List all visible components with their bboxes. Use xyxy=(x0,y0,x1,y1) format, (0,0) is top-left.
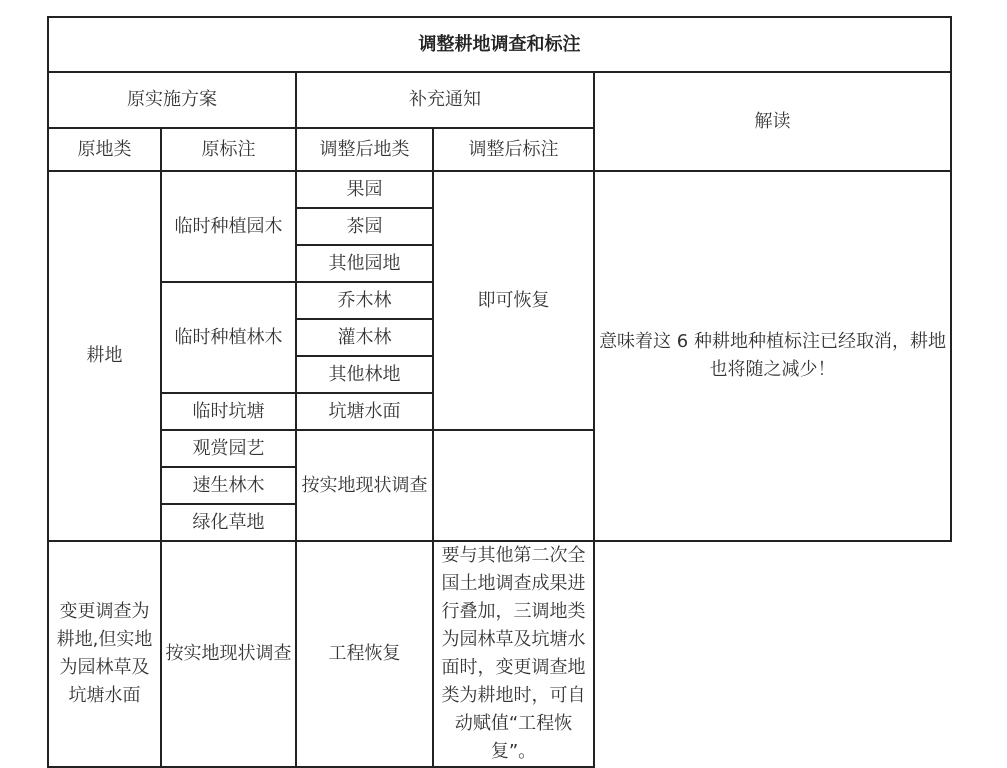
adjustment-table xyxy=(47,16,952,768)
header-interpretation: 解读 xyxy=(594,72,951,171)
interpretation-second: 要与其他第二次全国土地调查成果进行叠加，三调地类为园林草及坑塘水面时，变更调查地类为耕地时，可自动赋值“工程恢复”。 xyxy=(433,541,594,767)
adjusted-type-arbor: 乔木林 xyxy=(296,282,433,319)
interpretation-first: 意味着这 6 种耕地种植标注已经取消，耕地也将随之减少！ xyxy=(594,171,951,541)
adjusted-type-other-garden: 其他园地 xyxy=(296,245,433,282)
table-title: 调整耕地调查和标注 xyxy=(48,17,951,72)
original-land-type-cell: 耕地 xyxy=(48,171,161,541)
adjusted-label-engineering: 工程恢复 xyxy=(296,541,433,767)
adjusted-type-pond: 坑塘水面 xyxy=(296,393,433,430)
label-temp-garden: 临时种植园木 xyxy=(161,171,296,282)
header-original-plan: 原实施方案 xyxy=(48,72,296,128)
adjusted-type-other-forest: 其他林地 xyxy=(296,356,433,393)
adjusted-type-survey-actual-2: 按实地现状调查 xyxy=(161,541,296,767)
header-supplement-notice: 补充通知 xyxy=(296,72,594,128)
header-adjusted-land-type: 调整后地类 xyxy=(296,128,433,171)
adjusted-type-survey-actual: 按实地现状调查 xyxy=(296,430,433,541)
label-ornamental: 观赏园艺 xyxy=(161,430,296,467)
adjusted-label-empty xyxy=(433,430,594,541)
label-changed-survey: 变更调查为耕地,但实地为园林草及坑塘水面 xyxy=(48,541,161,767)
label-fast-forest: 速生林木 xyxy=(161,467,296,504)
header-adjusted-label: 调整后标注 xyxy=(433,128,594,171)
header-original-land-type: 原地类 xyxy=(48,128,161,171)
adjusted-type-tea: 茶园 xyxy=(296,208,433,245)
adjusted-type-shrub: 灌木林 xyxy=(296,319,433,356)
adjusted-type-orchard: 果园 xyxy=(296,171,433,208)
header-original-label: 原标注 xyxy=(161,128,296,171)
label-temp-pond: 临时坑塘 xyxy=(161,393,296,430)
adjusted-label-immediate: 即可恢复 xyxy=(433,171,594,430)
label-green-grass: 绿化草地 xyxy=(161,504,296,541)
label-temp-forest: 临时种植林木 xyxy=(161,282,296,393)
